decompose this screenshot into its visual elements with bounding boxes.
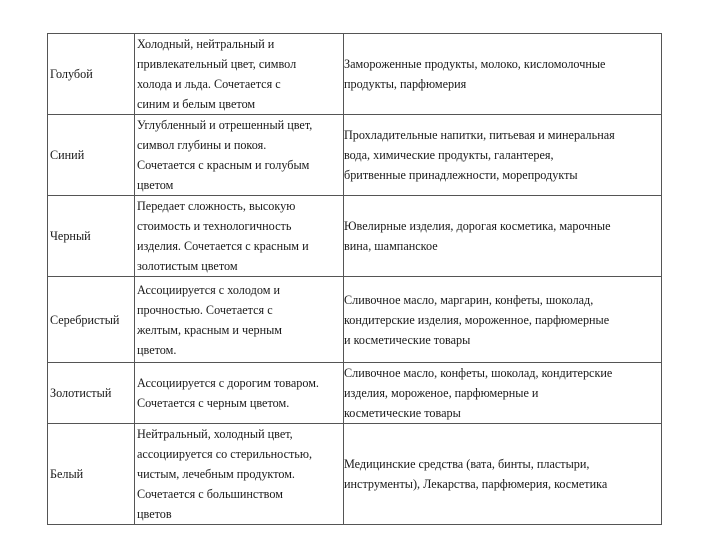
color-name-cell: Белый (48, 424, 135, 525)
table-row (48, 363, 662, 424)
association-cell: Передает сложность, высокую стоимость и технологичность изделия. Сочетается с красным и золотистым цветом (135, 196, 344, 277)
association-cell: Углубленный и отрешенный цвет, символ глубины и покоя. Сочетается с красным и голубым цветом (135, 115, 344, 196)
color-associations-table (47, 33, 662, 525)
association-cell: Ассоциируется с дорогим товаром. Сочетается с черным цветом. (135, 363, 344, 424)
color-name-cell: Серебристый (48, 277, 135, 363)
products-cell: Медицинские средства (вата, бинты, пластыри, инструменты), Лекарства, парфюмерия, косметика (344, 424, 662, 525)
association-cell: Ассоциируется с холодом и прочностью. Сочетается с желтым, красным и черным цветом. (135, 277, 344, 363)
products-cell: Прохладительные напитки, питьевая и минеральная вода, химические продукты, галантерея, бритвенные принадлежности, морепродукты (344, 115, 662, 196)
color-name-cell: Синий (48, 115, 135, 196)
association-cell: Холодный, нейтральный и привлекательный цвет, символ холода и льда. Сочетается с синим и белым цветом (135, 34, 344, 115)
color-name-cell: Голубой (48, 34, 135, 115)
table-row (48, 196, 662, 277)
table-row (48, 277, 662, 363)
association-cell: Нейтральный, холодный цвет, ассоциируется со стерильностью, чистым, лечебным продуктом. Сочетается с большинством цветов (135, 424, 344, 525)
table-row (48, 424, 662, 525)
table-row (48, 115, 662, 196)
products-cell: Сливочное масло, конфеты, шоколад, кондитерские изделия, мороженое, парфюмерные и косметические товары (344, 363, 662, 424)
products-cell: Замороженные продукты, молоко, кисломолочные продукты, парфюмерия (344, 34, 662, 115)
table-row (48, 34, 662, 115)
products-cell: Сливочное масло, маргарин, конфеты, шоколад, кондитерские изделия, мороженное, парфюмерные и косметические товары (344, 277, 662, 363)
products-cell: Ювелирные изделия, дорогая косметика, марочные вина, шампанское (344, 196, 662, 277)
color-name-cell: Золотистый (48, 363, 135, 424)
color-name-cell: Черный (48, 196, 135, 277)
